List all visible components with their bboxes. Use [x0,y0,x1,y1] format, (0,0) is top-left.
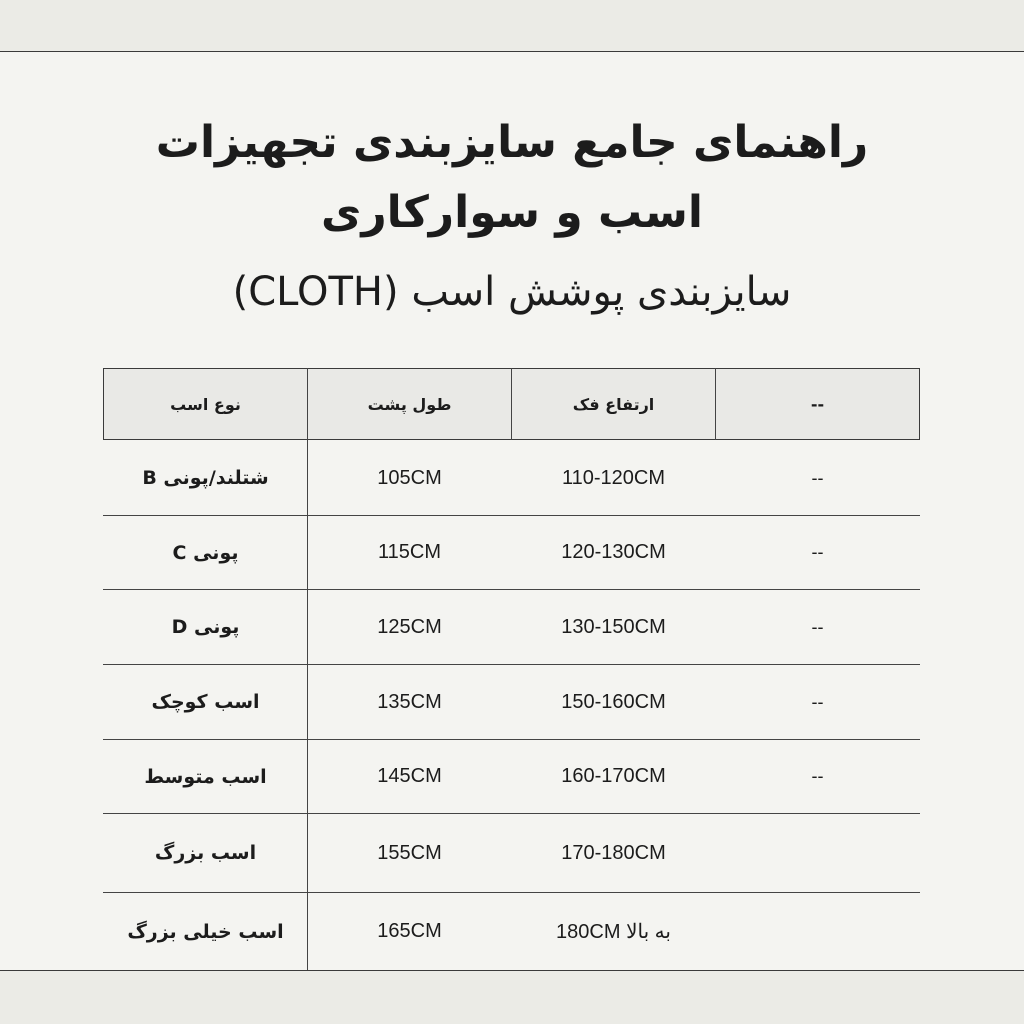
table-cell-back-length: 145CM [377,765,442,787]
table-cell-type: پونی D [171,616,240,638]
table-cell-type: شتلند/پونی B [142,467,269,489]
title-line-1: راهنمای جامع سایزبندی تجهیزات [155,117,869,168]
table-cell-jaw-height: 170-180CM [561,841,666,864]
table-cell-type: پونی C [172,541,239,564]
table-cell-back-length: 155CM [377,841,442,864]
table-cell-type: اسب بزرگ [154,842,257,864]
table-cell-back-length: 105CM [377,466,442,489]
table-cell-jaw-height: 160-170CM [561,765,666,787]
table-cell-jaw-height: 180CM به بالا [556,921,671,943]
table-cell-back-length: 135CM [377,690,442,713]
table-cell-extra [716,893,919,970]
bottom-band [0,971,1024,1024]
table-cell-jaw-height: 130-150CM [561,615,666,638]
table-cell-extra: -- [811,467,824,488]
table-cell-extra: -- [811,616,824,637]
table-cell-extra: -- [811,766,824,786]
header-jaw-height: ارتفاع فک [572,394,655,414]
table-cell-type: اسب خیلی بزرگ [127,920,284,943]
table-cell-extra [716,814,919,892]
table-cell-type: اسب کوچک [151,691,260,713]
table-cell-jaw-height: 110-120CM [561,466,666,489]
table-cell-back-length: 125CM [377,615,442,638]
table-cell-jaw-height: 120-130CM [561,541,666,563]
page-subtitle: سایزبندی پوشش اسب (CLOTH) [232,269,792,315]
title-line-2: اسب و سوارکاری [321,187,703,238]
top-band [0,0,1024,51]
table-cell-type: اسب متوسط [144,765,267,788]
page-title [0,108,1024,248]
table-cell-back-length: 165CM [377,920,442,942]
header-extra: -- [810,394,825,414]
table-cell-extra: -- [811,691,824,712]
header-back-length: طول پشت [367,394,452,414]
table-cell-jaw-height: 150-160CM [561,690,666,713]
header-horse-type: نوع اسب [170,394,241,414]
table-cell-extra: -- [811,542,824,562]
table-cell-back-length: 115CM [378,541,441,563]
